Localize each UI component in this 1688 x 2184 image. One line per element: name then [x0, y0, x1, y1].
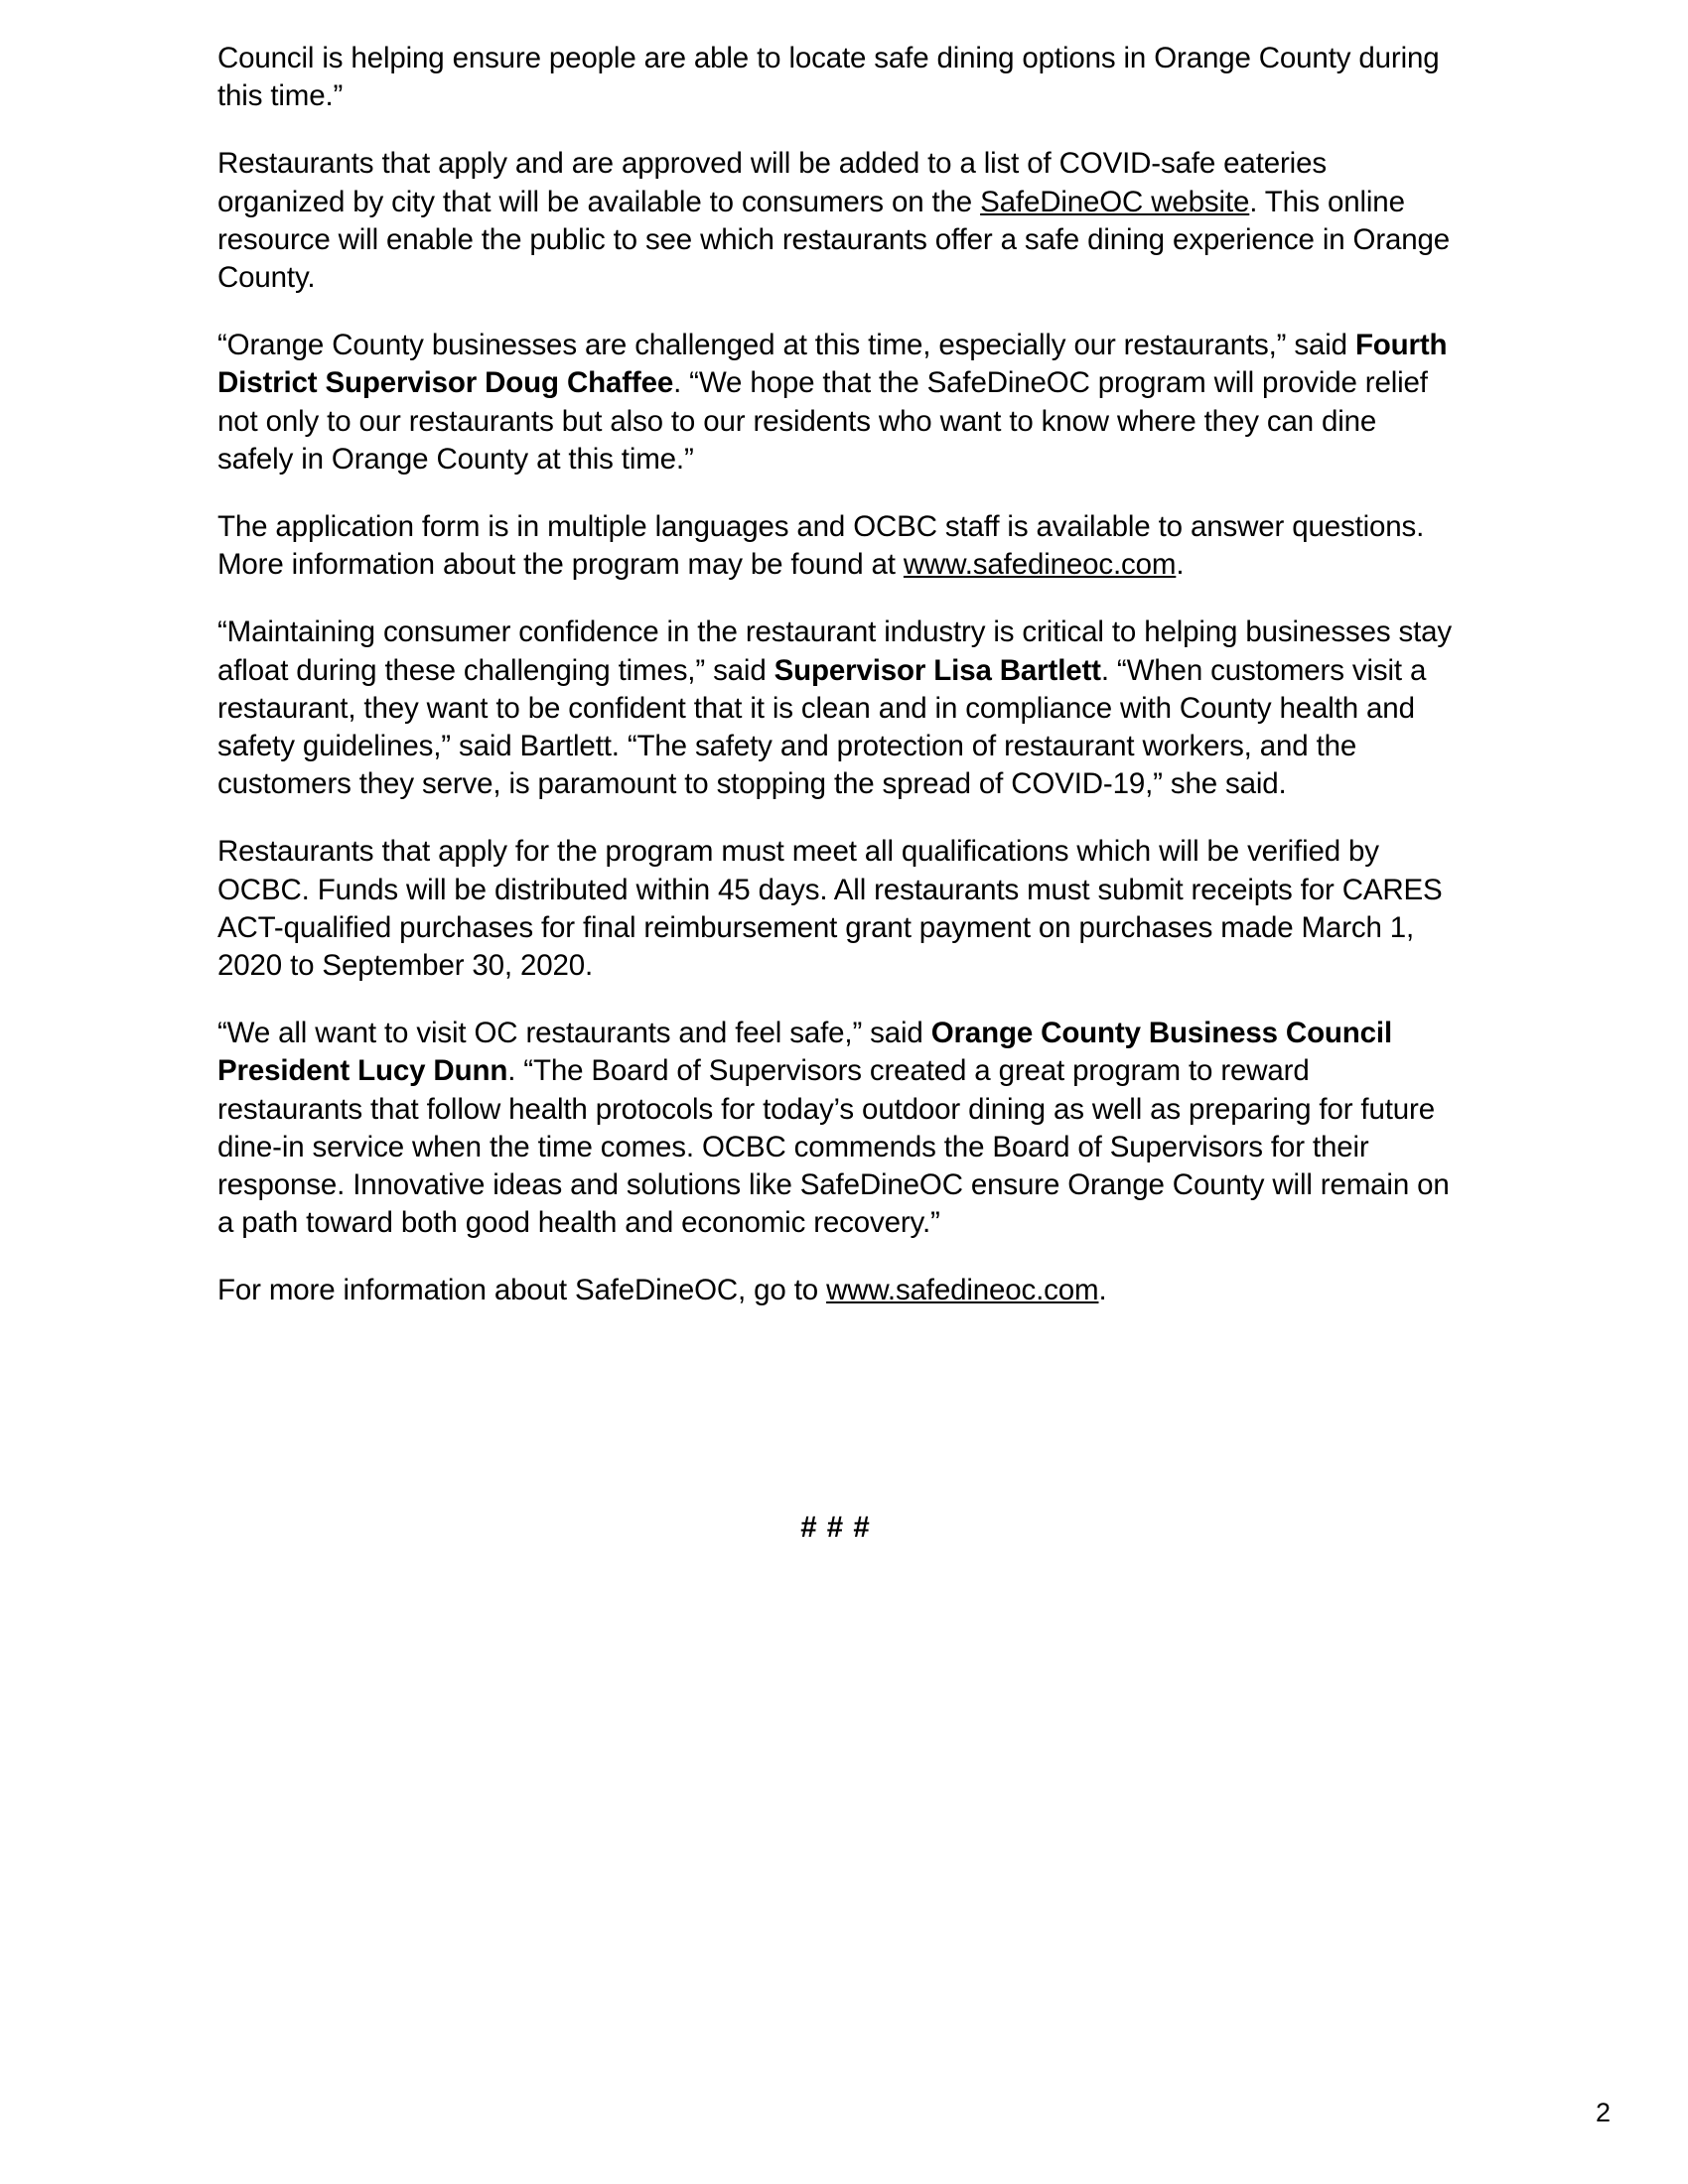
text-run: “Maintaining consumer confidence in the restaurant industry is critical to helping businesses stay afloat during these challenging times,” said [217, 615, 1452, 687]
bold-text-run: Orange County Business Council President Lucy Dunn [217, 1017, 1393, 1088]
paragraph [217, 833, 1454, 985]
paragraph [217, 614, 1454, 803]
text-run: . “We hope that the SafeDineOC program will provide relief not only to our restaurants but also to our residents who want to know where they can dine safely in Orange County at this time.” [217, 366, 1428, 476]
hyperlink-text[interactable]: www.safedineoc.com [826, 1274, 1099, 1307]
paragraph [217, 1015, 1454, 1242]
paragraph [217, 508, 1454, 584]
text-run: Restaurants that apply for the program must meet all qualifications which will be verified by OCBC. Funds will be distributed within 45 days. All restaurants must submit receipts for CARES ACT-qualified purchases for final reimbursement grant payment on purchases made March 1, 2020 to September 30, 2020. [217, 835, 1443, 983]
text-run: . [1176, 548, 1185, 582]
paragraph [217, 40, 1454, 115]
page-number: 2 [1595, 2098, 1611, 2127]
paragraph [217, 145, 1454, 297]
text-run: . This online resource will enable the public to see which restaurants offer a safe dining experience in Orange County. [217, 185, 1451, 295]
paragraph [217, 327, 1454, 478]
text-run: For more information about SafeDineOC, go to [217, 1274, 827, 1307]
bold-text-run: Fourth District Supervisor Doug Chaffee [217, 329, 1448, 400]
text-run: Council is helping ensure people are able to locate safe dining options in Orange County during this time.” [217, 42, 1440, 113]
text-run: . “The Board of Supervisors created a great program to reward restaurants that follow health protocols for today’s outdoor dining as well as preparing for future dine-in service when the time comes. OCBC commends the Board of Supervisors for their response. Innovative ideas and solutions like SafeDineOC ensure Orange County will remain on a path toward both good health and economic recovery.” [217, 1054, 1450, 1240]
hyperlink-text[interactable]: www.safedineoc.com [903, 548, 1177, 582]
text-run: “We all want to visit OC restaurants and feel safe,” said [217, 1017, 931, 1050]
text-run: . “When customers visit a restaurant, they want to be confident that it is clean and in compliance with County health and safety guidelines,” said Bartlett. “The safety and protection of restaurant workers, and the customers they serve, is paramount to stopping the spread of COVID-19,” she said. [217, 653, 1427, 801]
paragraph [217, 1272, 1454, 1309]
text-run: “Orange County businesses are challenged at this time, especially our restaurants,” said [217, 329, 1355, 362]
text-run: Restaurants that apply and are approved will be added to a list of COVID-safe eateries organized by city that will be available to consumers on the [217, 147, 1327, 218]
end-of-release-mark: # # # [800, 1511, 871, 1544]
document-body [217, 40, 1454, 1310]
text-run: The application form is in multiple languages and OCBC staff is available to answer questions. More information about the program may be found at [217, 510, 1425, 582]
text-run: . [1098, 1274, 1107, 1307]
bold-text-run: Supervisor Lisa Bartlett [774, 653, 1101, 687]
hyperlink-text[interactable]: SafeDineOC website [980, 185, 1250, 218]
